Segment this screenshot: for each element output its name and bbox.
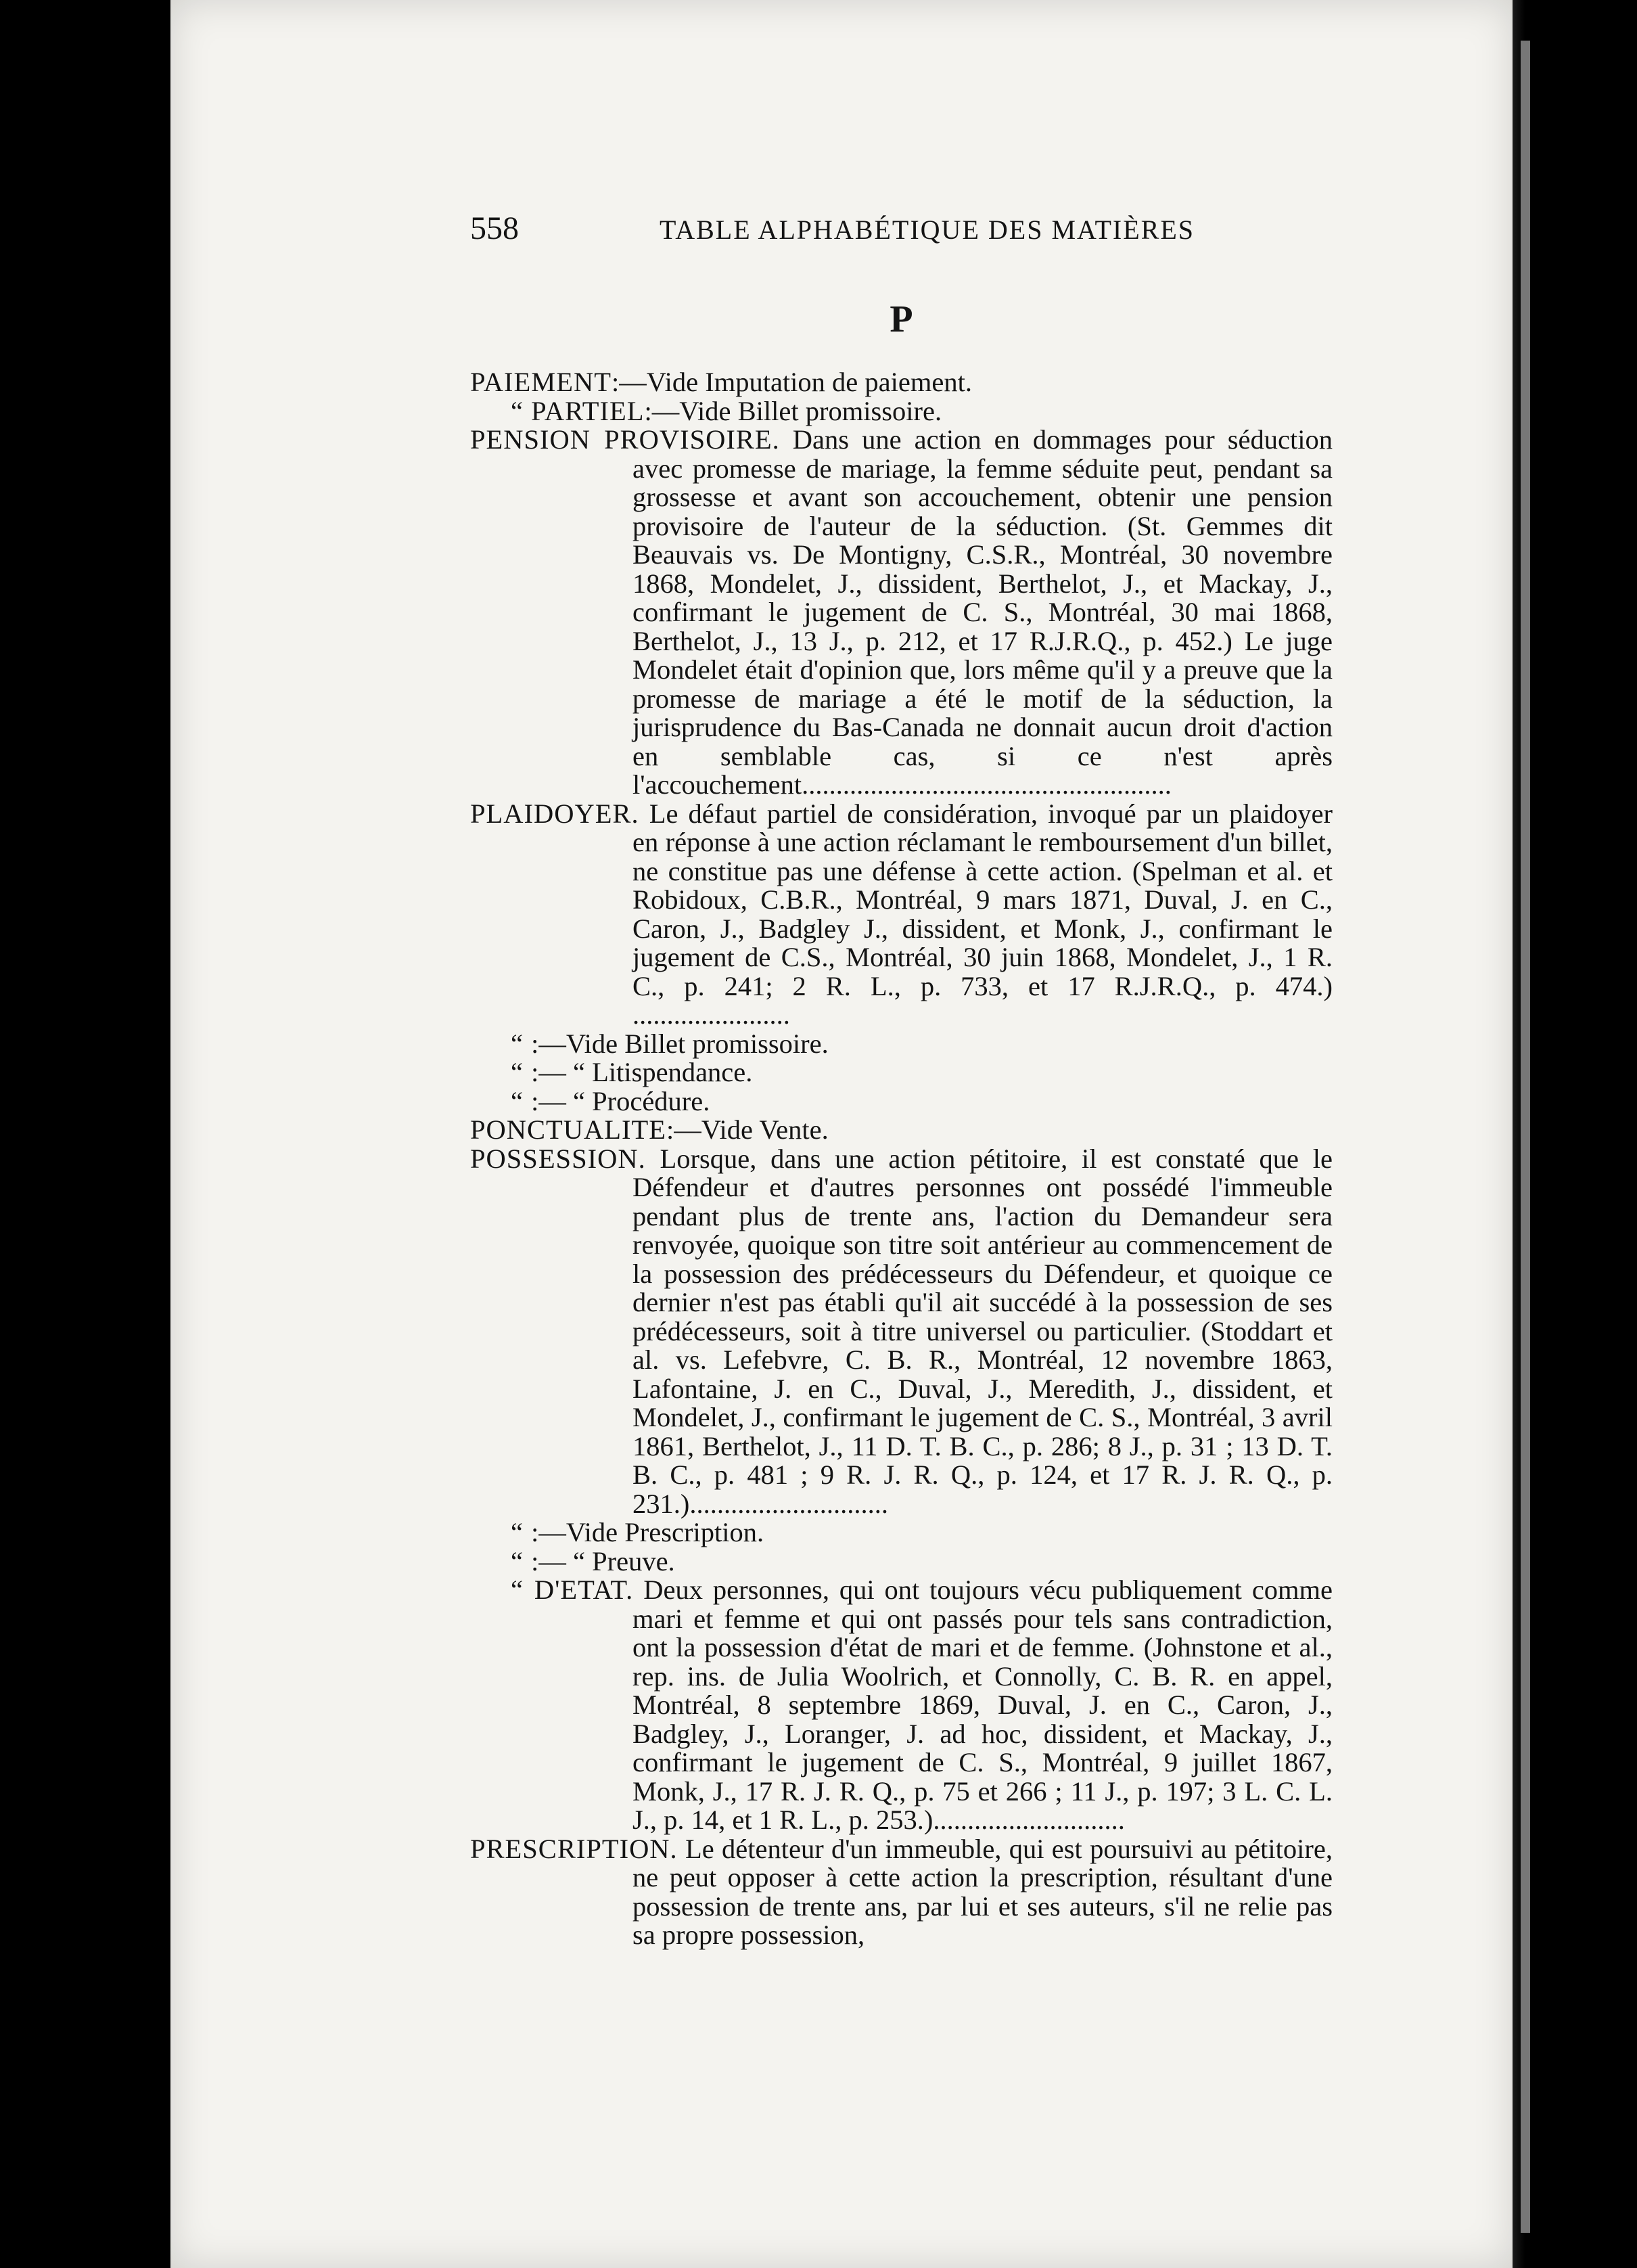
index-entry	[470, 1835, 1333, 1950]
entry-text: Le défaut partiel de considération, invoqué par un plaidoyer en réponse à une action réclamant le remboursement d'un billet, ne constitue pas une défense à cette action. (Spelman et al. et Robidoux, C.B.R., Montréal, 9 mars 1871, Duval, J. en C., Caron, J., Badgley J., dissident, et Monk, J., confirmant le jugement de C.S., Montréal, 30 juin 1868, Mondelet, J., 1 R. C., p. 241; 2 R. L., p. 733, et 17 R.J.R.Q., p. 474.) .......................	[632, 798, 1333, 1030]
page-number: 558	[470, 210, 519, 246]
entry-heading: “ PARTIEL	[511, 395, 645, 426]
index-entry	[470, 1145, 1333, 1519]
entry-heading: PRESCRIPTION.	[470, 1833, 678, 1864]
index-entry	[470, 397, 1333, 426]
entry-heading: “ D'ETAT.	[511, 1574, 634, 1605]
entry-text: Dans une action en dommages pour séduction avec promesse de mariage, la femme séduite peut, pendant sa grossesse et avant son accouchement, obtenir une pension provisoire de l'auteur de la séduction. (St. Gemmes dit Beauvais vs. De Montigny, C.S.R., Montréal, 30 novembre 1868, Mondelet, J., dissident, Berthelot, J., et Mackay, J., confirmant le jugement de C. S., Montréal, 30 mai 1868, Berthelot, J., 13 J., p. 212, et 17 R.J.R.Q., p. 452.) Le juge Mondelet était d'opinion que, lors même qu'il y a preuve que la promesse de mariage a été le motif de la séduction, la jurisprudence du Bas-Canada ne donnait aucun droit d'action en semblable cas, si ce n'est après l'accouchement......................................................	[632, 424, 1333, 800]
section-letter: P	[890, 298, 913, 340]
entry-text: :—Vide Imputation de paiement.	[612, 367, 972, 397]
entry-heading: “	[511, 1545, 532, 1577]
entry-heading: PAIEMENT	[470, 367, 612, 397]
index-entry	[470, 1087, 1333, 1116]
entry-text: Deux personnes, qui ont toujours vécu publiquement comme mari et femme et qui ont passés pour tels sans contradiction, ont la possession d'état de mari et de femme. (Johnstone et al., rep. ins. de Julia Woolrich, et Connolly, C. B. R. en appel, Montréal, 8 septembre 1869, Duval, J. en C., Caron, J., Badgley, J., Loranger, J. ad hoc, dissident, et Mackay, J., confirmant le jugement de C. S., Montréal, 9 juillet 1867, Monk, J., 17 R. J. R. Q., p. 75 et 266 ; 11 J., p. 197; 3 L. C. L. J., p. 14, et 1 R. L., p. 253.)............................	[632, 1574, 1333, 1835]
index-entry	[470, 1116, 1333, 1145]
page-content	[470, 203, 1333, 1950]
entry-text: :—Vide Billet promissoire.	[531, 1028, 829, 1059]
entry-text: :— “ Preuve.	[531, 1545, 675, 1577]
entry-text: :—Vide Vente.	[666, 1114, 829, 1145]
index-entry	[470, 1518, 1333, 1547]
page-header	[470, 203, 1333, 257]
entry-heading: PENSION PROVISOIRE.	[470, 424, 780, 455]
entry-heading: “	[511, 1517, 532, 1547]
binding-shadow	[1513, 0, 1637, 2268]
index-entry	[470, 368, 1333, 397]
entry-text: :—Vide Billet promissoire.	[644, 395, 942, 426]
entry-text: :— “ Procédure.	[531, 1085, 710, 1116]
entry-heading: “	[511, 1028, 532, 1059]
binding-edge	[1521, 41, 1530, 2233]
entry-heading: PLAIDOYER.	[470, 798, 639, 829]
entry-text: Le détenteur d'un immeuble, qui est poursuivi au pétitoire, ne peut opposer à cette action la prescription, résultant d'une possession de trente ans, par lui et ses auteurs, s'il ne relie pas sa propre possession,	[632, 1833, 1333, 1950]
entry-heading: “	[511, 1085, 532, 1116]
entry-heading: PONCTUALITE	[470, 1114, 666, 1145]
entry-text: :—Vide Prescription.	[531, 1517, 764, 1547]
index-entry	[470, 1576, 1333, 1835]
index-entry	[470, 1547, 1333, 1577]
entry-heading: “	[511, 1057, 532, 1087]
index-entry	[470, 426, 1333, 800]
index-entry	[470, 800, 1333, 1030]
index-entry	[470, 1030, 1333, 1059]
index-entry	[470, 1058, 1333, 1087]
entry-text: Lorsque, dans une action pétitoire, il est constaté que le Défendeur et d'autres personnes ont possédé l'immeuble pendant plus de trente ans, l'action du Demandeur sera renvoyée, quoique son titre soit antérieur au commencement de la possession des prédécesseurs du Défendeur, et quoique ce dernier n'est pas établi qu'il ait succédé à la possession de ses prédécesseurs, soit à titre universel ou particulier. (Stoddart et al. vs. Lefebvre, C. B. R., Montréal, 12 novembre 1863, Lafontaine, J. en C., Duval, J., Meredith, J., dissident, et Mondelet, J., confirmant le jugement de C. S., Montréal, 3 avril 1861, Berthelot, J., 11 D. T. B. C., p. 286; 8 J., p. 31 ; 13 D. T. B. C., p. 481 ; 9 R. J. R. Q., p. 124, et 17 R. J. R. Q., p. 231.).............................	[632, 1143, 1333, 1519]
entry-heading: POSSESSION.	[470, 1143, 646, 1174]
running-title: TABLE ALPHABÉTIQUE DES MATIÈRES	[660, 214, 1195, 245]
entry-text: :— “ Litispendance.	[531, 1057, 753, 1087]
